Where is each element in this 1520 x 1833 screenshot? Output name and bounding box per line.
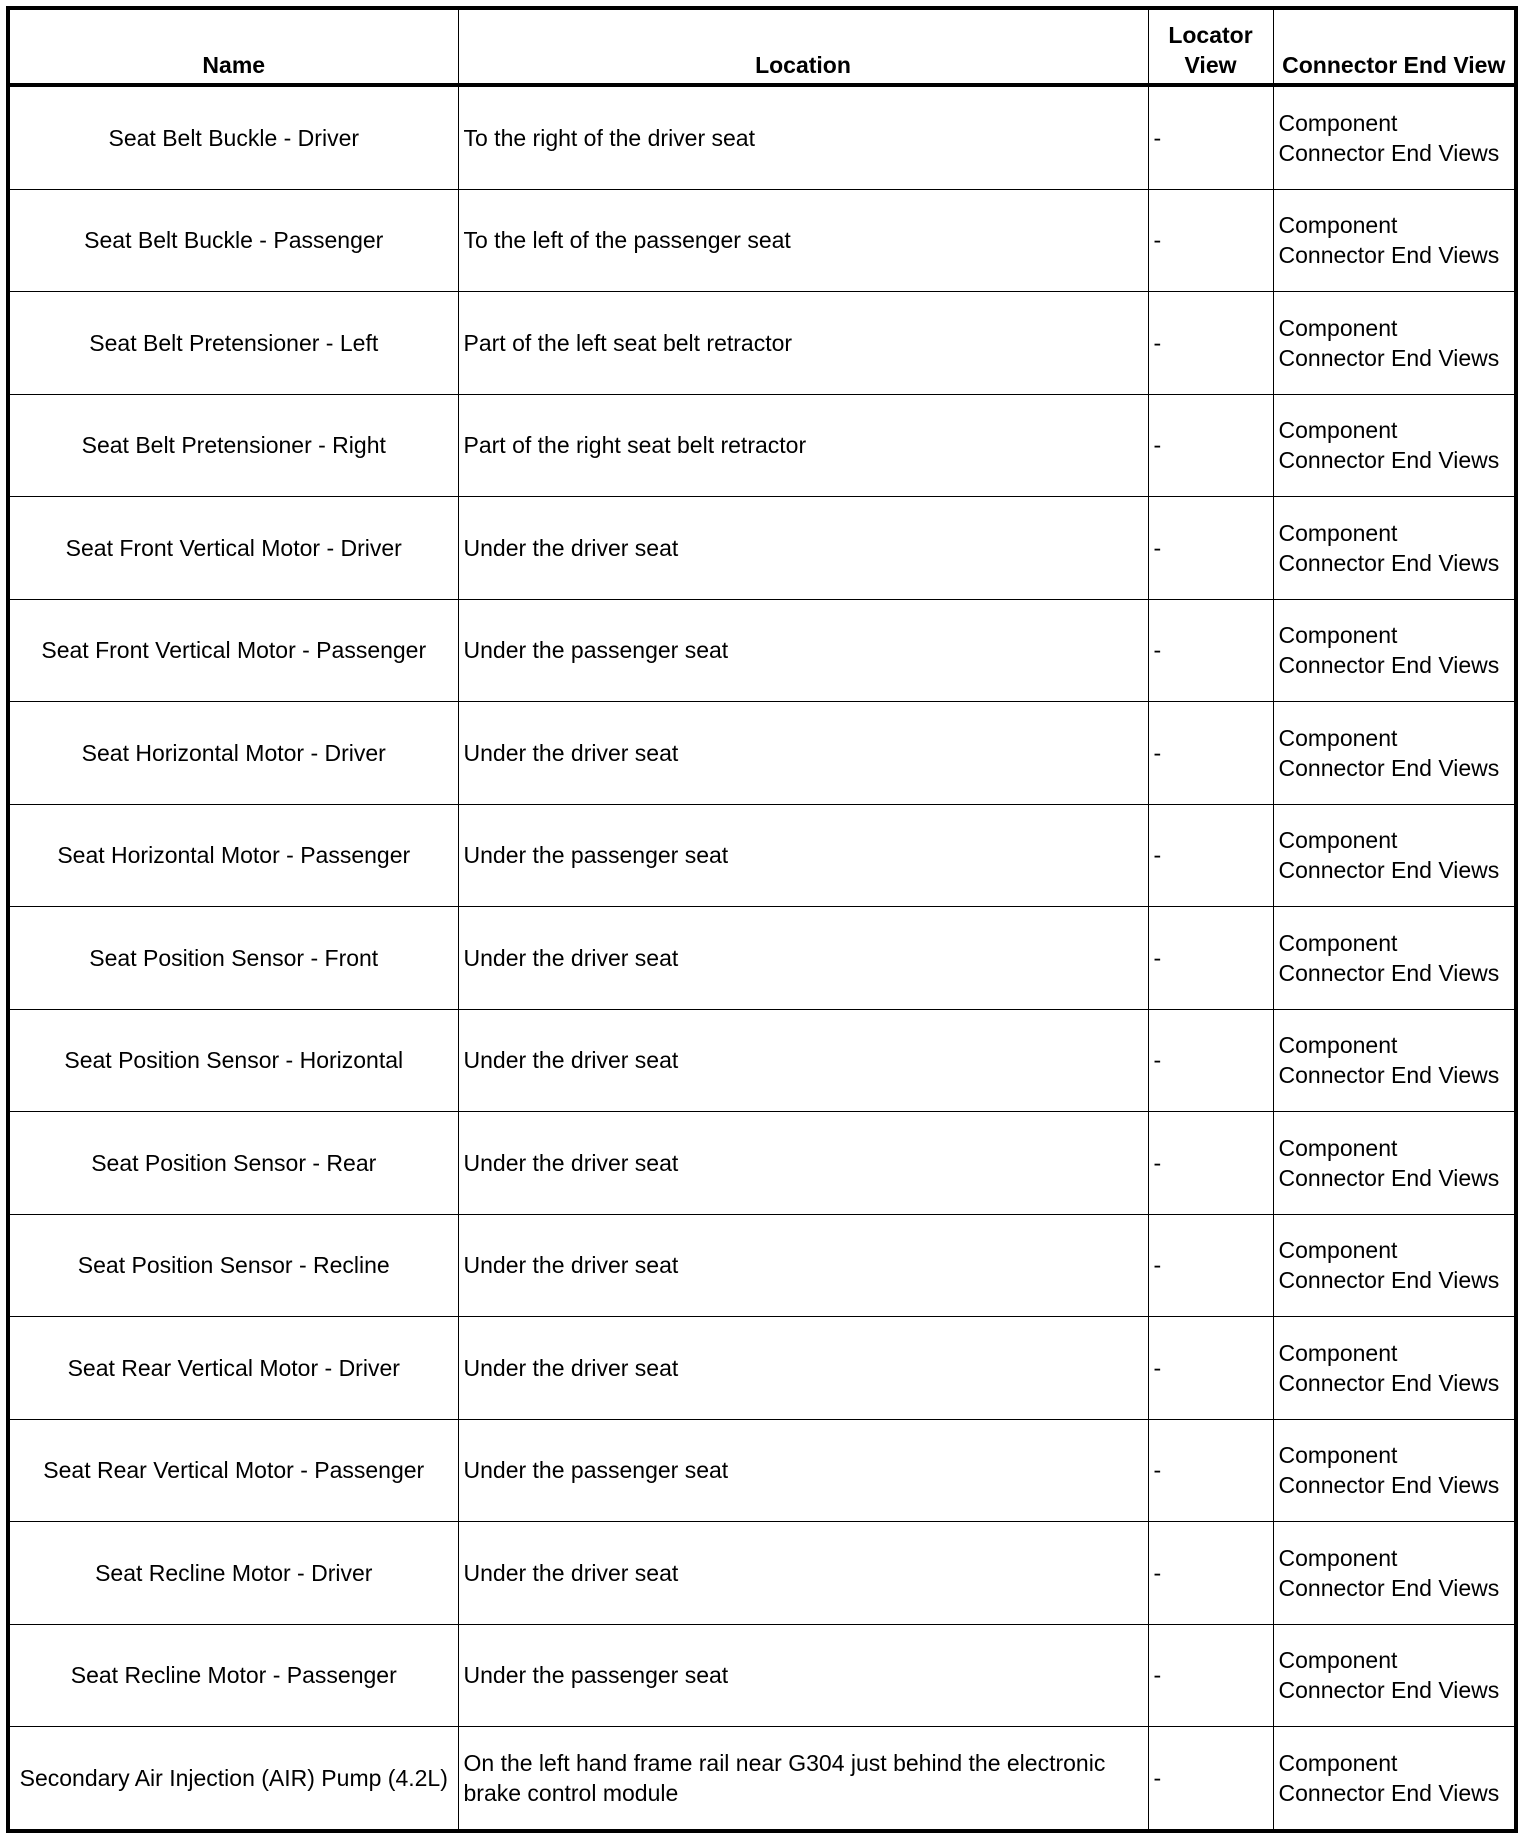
name-cell: Seat Recline Motor - Passenger (8, 1624, 458, 1727)
location-cell: To the left of the passenger seat (458, 189, 1148, 292)
table-row (8, 1009, 1516, 1112)
table-row (8, 1522, 1516, 1625)
locator-view-cell: - (1148, 1009, 1273, 1112)
connector-end-view-link[interactable]: Component Connector End Views (1273, 497, 1516, 600)
table-row (8, 497, 1516, 600)
table-row (8, 189, 1516, 292)
name-cell: Seat Horizontal Motor - Driver (8, 702, 458, 805)
location-cell: Part of the right seat belt retractor (458, 394, 1148, 497)
location-cell: Under the driver seat (458, 702, 1148, 805)
locator-view-cell: - (1148, 1727, 1273, 1831)
name-cell: Seat Rear Vertical Motor - Driver (8, 1317, 458, 1420)
connector-end-view-link[interactable]: Component Connector End Views (1273, 1317, 1516, 1420)
locator-view-cell: - (1148, 907, 1273, 1010)
connector-end-view-link[interactable]: Component Connector End Views (1273, 1009, 1516, 1112)
location-cell: Under the driver seat (458, 1112, 1148, 1215)
location-cell: To the right of the driver seat (458, 85, 1148, 189)
name-cell: Seat Belt Pretensioner - Left (8, 292, 458, 395)
component-locator-table (6, 6, 1518, 1833)
table-row (8, 85, 1516, 189)
location-cell: Under the driver seat (458, 1522, 1148, 1625)
connector-end-view-link[interactable]: Component Connector End Views (1273, 292, 1516, 395)
name-cell: Seat Recline Motor - Driver (8, 1522, 458, 1625)
locator-view-cell: - (1148, 702, 1273, 805)
connector-end-view-link[interactable]: Component Connector End Views (1273, 1522, 1516, 1625)
connector-end-view-link[interactable]: Component Connector End Views (1273, 1214, 1516, 1317)
name-cell: Seat Position Sensor - Recline (8, 1214, 458, 1317)
table-row (8, 1419, 1516, 1522)
locator-view-cell: - (1148, 804, 1273, 907)
locator-view-cell: - (1148, 1624, 1273, 1727)
connector-end-view-link[interactable]: Component Connector End Views (1273, 189, 1516, 292)
connector-end-view-link[interactable]: Component Connector End Views (1273, 1112, 1516, 1215)
header-row (8, 8, 1516, 85)
location-cell: Under the passenger seat (458, 599, 1148, 702)
name-cell: Seat Position Sensor - Front (8, 907, 458, 1010)
locator-view-cell: - (1148, 1522, 1273, 1625)
location-cell: Under the passenger seat (458, 804, 1148, 907)
connector-end-view-link[interactable]: Component Connector End Views (1273, 1419, 1516, 1522)
location-cell: Under the driver seat (458, 1214, 1148, 1317)
location-cell: On the left hand frame rail near G304 just behind the electronic brake control module (458, 1727, 1148, 1831)
name-cell: Seat Position Sensor - Horizontal (8, 1009, 458, 1112)
name-cell: Seat Belt Buckle - Driver (8, 85, 458, 189)
table-row (8, 1214, 1516, 1317)
table-row (8, 1112, 1516, 1215)
header-connector-end-view: Connector End View (1273, 8, 1516, 85)
name-cell: Seat Front Vertical Motor - Driver (8, 497, 458, 600)
name-cell: Seat Rear Vertical Motor - Passenger (8, 1419, 458, 1522)
locator-view-cell: - (1148, 1214, 1273, 1317)
connector-end-view-link[interactable]: Component Connector End Views (1273, 394, 1516, 497)
table-row (8, 599, 1516, 702)
header-name: Name (8, 8, 458, 85)
table-row (8, 702, 1516, 805)
connector-end-view-link[interactable]: Component Connector End Views (1273, 1727, 1516, 1831)
locator-view-cell: - (1148, 292, 1273, 395)
location-cell: Part of the left seat belt retractor (458, 292, 1148, 395)
location-cell: Under the passenger seat (458, 1624, 1148, 1727)
location-cell: Under the driver seat (458, 1317, 1148, 1420)
name-cell: Seat Horizontal Motor - Passenger (8, 804, 458, 907)
connector-end-view-link[interactable]: Component Connector End Views (1273, 599, 1516, 702)
header-location: Location (458, 8, 1148, 85)
table-row (8, 1624, 1516, 1727)
locator-view-cell: - (1148, 189, 1273, 292)
connector-end-view-link[interactable]: Component Connector End Views (1273, 702, 1516, 805)
location-cell: Under the driver seat (458, 1009, 1148, 1112)
header-locator-view: Locator View (1148, 8, 1273, 85)
table-row (8, 292, 1516, 395)
locator-view-cell: - (1148, 85, 1273, 189)
name-cell: Seat Belt Pretensioner - Right (8, 394, 458, 497)
locator-view-cell: - (1148, 1419, 1273, 1522)
connector-end-view-link[interactable]: Component Connector End Views (1273, 907, 1516, 1010)
table-row (8, 394, 1516, 497)
name-cell: Secondary Air Injection (AIR) Pump (4.2L) (8, 1727, 458, 1831)
location-cell: Under the passenger seat (458, 1419, 1148, 1522)
table-row (8, 1727, 1516, 1831)
locator-view-cell: - (1148, 394, 1273, 497)
name-cell: Seat Front Vertical Motor - Passenger (8, 599, 458, 702)
name-cell: Seat Position Sensor - Rear (8, 1112, 458, 1215)
table-row (8, 907, 1516, 1010)
locator-view-cell: - (1148, 1317, 1273, 1420)
locator-view-cell: - (1148, 497, 1273, 600)
locator-view-cell: - (1148, 1112, 1273, 1215)
locator-view-cell: - (1148, 599, 1273, 702)
connector-end-view-link[interactable]: Component Connector End Views (1273, 85, 1516, 189)
connector-end-view-link[interactable]: Component Connector End Views (1273, 1624, 1516, 1727)
table-row (8, 1317, 1516, 1420)
location-cell: Under the driver seat (458, 907, 1148, 1010)
name-cell: Seat Belt Buckle - Passenger (8, 189, 458, 292)
location-cell: Under the driver seat (458, 497, 1148, 600)
table-row (8, 804, 1516, 907)
connector-end-view-link[interactable]: Component Connector End Views (1273, 804, 1516, 907)
